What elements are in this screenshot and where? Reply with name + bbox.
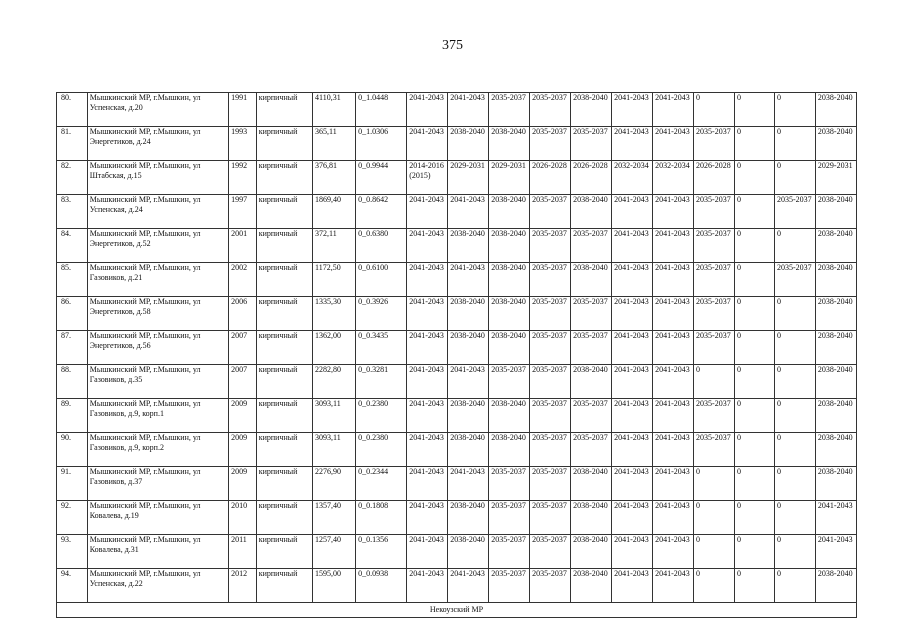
address-cell: Мышкинский МР, г.Мышкин, ул Штабская, д.15 xyxy=(87,161,228,195)
row-number-cell: 87. xyxy=(57,331,88,365)
schedule-period-cell: 2041-2043 xyxy=(448,569,489,603)
schedule-period-cell: 2041-2043 xyxy=(612,229,653,263)
schedule-period-cell: 2038-2040 xyxy=(448,535,489,569)
row-number-cell: 93. xyxy=(57,535,88,569)
page-number: 375 xyxy=(442,38,463,53)
schedule-period-cell: 2038-2040 xyxy=(448,399,489,433)
wall-material-cell: кирпичный xyxy=(256,229,312,263)
wear-index-cell: 0_1.0448 xyxy=(356,93,407,127)
schedule-period-cell: 2041-2043 xyxy=(612,263,653,297)
schedule-period-cell: 2041-2043 xyxy=(407,331,448,365)
year-built-cell: 2009 xyxy=(229,467,257,501)
row-number-cell: 85. xyxy=(57,263,88,297)
row-number-cell: 83. xyxy=(57,195,88,229)
schedule-period-cell: 2035-2037 xyxy=(530,195,571,229)
wear-index-cell: 0_0.2380 xyxy=(356,399,407,433)
table-row xyxy=(57,195,857,229)
schedule-period-cell: 2041-2043 xyxy=(407,467,448,501)
wall-material-cell: кирпичный xyxy=(256,467,312,501)
schedule-period-cell: 2038-2040 xyxy=(815,229,856,263)
schedule-period-cell: 2035-2037 xyxy=(571,127,612,161)
area-cell: 3093,11 xyxy=(313,433,356,467)
schedule-period-cell: 2041-2043 xyxy=(612,297,653,331)
table-row xyxy=(57,501,857,535)
wall-material-cell: кирпичный xyxy=(256,501,312,535)
table-row xyxy=(57,331,857,365)
schedule-period-cell: 0 xyxy=(774,93,815,127)
schedule-period-cell: 2038-2040 xyxy=(815,569,856,603)
schedule-period-cell: 2038-2040 xyxy=(489,263,530,297)
schedule-period-cell: 2035-2037 xyxy=(694,195,735,229)
schedule-period-cell: 2041-2043 xyxy=(612,535,653,569)
row-number-cell: 82. xyxy=(57,161,88,195)
schedule-period-cell: 2041-2043 xyxy=(612,569,653,603)
schedule-period-cell: 2041-2043 xyxy=(653,399,694,433)
schedule-period-cell: 2041-2043 xyxy=(653,535,694,569)
row-number-cell: 86. xyxy=(57,297,88,331)
schedule-period-cell: 0 xyxy=(774,161,815,195)
schedule-period-cell: 2038-2040 xyxy=(571,263,612,297)
schedule-period-cell: 2026-2028 xyxy=(530,161,571,195)
wear-index-cell: 0_0.3281 xyxy=(356,365,407,399)
schedule-period-cell: 2041-2043 xyxy=(448,467,489,501)
schedule-period-cell: 2035-2037 xyxy=(571,331,612,365)
schedule-period-cell: 2038-2040 xyxy=(489,331,530,365)
schedule-period-cell: 2026-2028 xyxy=(694,161,735,195)
schedule-period-cell: 0 xyxy=(694,467,735,501)
row-number-cell: 90. xyxy=(57,433,88,467)
schedule-period-cell: 2041-2043 xyxy=(407,229,448,263)
schedule-period-cell: 2041-2043 xyxy=(612,127,653,161)
schedule-period-cell: 2035-2037 xyxy=(774,263,815,297)
schedule-period-cell: 0 xyxy=(774,127,815,161)
schedule-period-cell: 2038-2040 xyxy=(815,93,856,127)
schedule-period-cell: 0 xyxy=(774,433,815,467)
schedule-period-cell: 2035-2037 xyxy=(530,365,571,399)
schedule-period-cell: 2035-2037 xyxy=(571,399,612,433)
row-number-cell: 94. xyxy=(57,569,88,603)
schedule-period-cell: 2035-2037 xyxy=(530,127,571,161)
schedule-period-cell: 2035-2037 xyxy=(694,263,735,297)
year-built-cell: 1991 xyxy=(229,93,257,127)
schedule-period-cell: 2038-2040 xyxy=(489,399,530,433)
address-cell: Мышкинский МР, г.Мышкин, ул Газовиков, д.9, корп.1 xyxy=(87,399,228,433)
table-row xyxy=(57,569,857,603)
wall-material-cell: кирпичный xyxy=(256,297,312,331)
schedule-period-cell: 0 xyxy=(774,501,815,535)
wall-material-cell: кирпичный xyxy=(256,263,312,297)
schedule-period-cell: 2035-2037 xyxy=(571,433,612,467)
schedule-period-cell: 2041-2043 xyxy=(612,433,653,467)
wall-material-cell: кирпичный xyxy=(256,535,312,569)
schedule-period-cell: 2041-2043 xyxy=(612,467,653,501)
schedule-period-cell: 0 xyxy=(774,569,815,603)
schedule-period-cell: 2035-2037 xyxy=(530,399,571,433)
schedule-period-cell: 2038-2040 xyxy=(571,467,612,501)
schedule-period-cell: 0 xyxy=(735,263,775,297)
table-row xyxy=(57,161,857,195)
schedule-period-cell: 0 xyxy=(735,365,775,399)
table-row xyxy=(57,467,857,501)
wall-material-cell: кирпичный xyxy=(256,331,312,365)
address-cell: Мышкинский МР, г.Мышкин, ул Энергетиков, д.56 xyxy=(87,331,228,365)
schedule-period-cell: 2041-2043 xyxy=(448,263,489,297)
schedule-period-cell: 0 xyxy=(694,365,735,399)
schedule-period-cell: 2035-2037 xyxy=(489,501,530,535)
area-cell: 372,11 xyxy=(313,229,356,263)
schedule-period-cell: 2041-2043 xyxy=(407,535,448,569)
schedule-period-cell: 2038-2040 xyxy=(571,195,612,229)
schedule-period-cell: 0 xyxy=(694,93,735,127)
schedule-period-cell: 0 xyxy=(774,467,815,501)
wall-material-cell: кирпичный xyxy=(256,161,312,195)
schedule-period-cell: 2035-2037 xyxy=(530,535,571,569)
schedule-period-cell: 2032-2034 xyxy=(653,161,694,195)
schedule-period-cell: 2041-2043 xyxy=(407,501,448,535)
schedule-period-cell: 2038-2040 xyxy=(448,297,489,331)
area-cell: 1357,40 xyxy=(313,501,356,535)
year-built-cell: 2002 xyxy=(229,263,257,297)
schedule-period-cell: 2038-2040 xyxy=(815,297,856,331)
schedule-period-cell: 2038-2040 xyxy=(815,467,856,501)
table-row xyxy=(57,535,857,569)
wear-index-cell: 0_1.0306 xyxy=(356,127,407,161)
area-cell: 1335,30 xyxy=(313,297,356,331)
wall-material-cell: кирпичный xyxy=(256,433,312,467)
schedule-period-cell: 2038-2040 xyxy=(815,399,856,433)
schedule-period-cell: 2038-2040 xyxy=(489,195,530,229)
year-built-cell: 2011 xyxy=(229,535,257,569)
schedule-period-cell: 2038-2040 xyxy=(815,331,856,365)
year-built-cell: 2007 xyxy=(229,365,257,399)
area-cell: 365,11 xyxy=(313,127,356,161)
schedule-period-cell: 2041-2043 xyxy=(407,365,448,399)
wear-index-cell: 0_0.2344 xyxy=(356,467,407,501)
schedule-period-cell: 2041-2043 xyxy=(653,501,694,535)
schedule-period-cell: 2035-2037 xyxy=(530,263,571,297)
wall-material-cell: кирпичный xyxy=(256,365,312,399)
schedule-period-cell: 0 xyxy=(735,195,775,229)
schedule-period-cell: 2035-2037 xyxy=(489,467,530,501)
schedule-period-cell: 2041-2043 xyxy=(612,331,653,365)
area-cell: 2276,90 xyxy=(313,467,356,501)
schedule-period-cell: 0 xyxy=(735,297,775,331)
schedule-period-cell: 2035-2037 xyxy=(489,535,530,569)
schedule-period-cell: 0 xyxy=(735,535,775,569)
schedule-period-cell: 2041-2043 xyxy=(653,93,694,127)
area-cell: 1362,00 xyxy=(313,331,356,365)
schedule-period-cell: 2041-2043 xyxy=(653,569,694,603)
row-number-cell: 92. xyxy=(57,501,88,535)
schedule-period-cell: 2041-2043 xyxy=(653,433,694,467)
schedule-period-cell: 2035-2037 xyxy=(530,331,571,365)
schedule-period-cell: 2038-2040 xyxy=(571,569,612,603)
schedule-period-cell: 2041-2043 xyxy=(653,331,694,365)
row-number-cell: 80. xyxy=(57,93,88,127)
schedule-period-cell: 2038-2040 xyxy=(448,331,489,365)
schedule-period-cell: 0 xyxy=(774,399,815,433)
table-body xyxy=(57,93,857,618)
wall-material-cell: кирпичный xyxy=(256,569,312,603)
schedule-period-cell: 2041-2043 xyxy=(653,365,694,399)
wall-material-cell: кирпичный xyxy=(256,399,312,433)
schedule-period-cell: 2035-2037 xyxy=(530,467,571,501)
schedule-period-cell: 2035-2037 xyxy=(489,569,530,603)
schedule-period-cell: 2035-2037 xyxy=(530,229,571,263)
area-cell: 1595,00 xyxy=(313,569,356,603)
schedule-period-cell: 0 xyxy=(774,365,815,399)
schedule-period-cell: 2038-2040 xyxy=(815,433,856,467)
address-cell: Мышкинский МР, г.Мышкин, ул Ковалева, д.31 xyxy=(87,535,228,569)
schedule-period-cell: 2035-2037 xyxy=(694,331,735,365)
schedule-period-cell: 2038-2040 xyxy=(448,501,489,535)
schedule-period-cell: 2026-2028 xyxy=(571,161,612,195)
table-row xyxy=(57,127,857,161)
schedule-period-cell: 0 xyxy=(774,229,815,263)
schedule-period-cell: 2035-2037 xyxy=(694,297,735,331)
schedule-period-cell: 2035-2037 xyxy=(571,297,612,331)
schedule-period-cell: 2035-2037 xyxy=(694,433,735,467)
wear-index-cell: 0_0.8642 xyxy=(356,195,407,229)
area-cell: 1869,40 xyxy=(313,195,356,229)
address-cell: Мышкинский МР, г.Мышкин, ул Газовиков, д.21 xyxy=(87,263,228,297)
schedule-period-cell: 2038-2040 xyxy=(815,127,856,161)
area-cell: 4110,31 xyxy=(313,93,356,127)
schedule-period-cell: 2035-2037 xyxy=(571,229,612,263)
wall-material-cell: кирпичный xyxy=(256,93,312,127)
area-cell: 1172,50 xyxy=(313,263,356,297)
schedule-period-cell: 2041-2043 xyxy=(653,127,694,161)
schedule-period-cell: 2038-2040 xyxy=(571,93,612,127)
schedule-period-cell: 2041-2043 xyxy=(407,297,448,331)
schedule-period-cell: 0 xyxy=(774,297,815,331)
schedule-period-cell: 2041-2043 xyxy=(448,195,489,229)
table-row xyxy=(57,365,857,399)
year-built-cell: 2010 xyxy=(229,501,257,535)
wear-index-cell: 0_0.6100 xyxy=(356,263,407,297)
wear-index-cell: 0_0.3435 xyxy=(356,331,407,365)
schedule-period-cell: 2029-2031 xyxy=(448,161,489,195)
schedule-period-cell: 2041-2043 xyxy=(448,365,489,399)
schedule-period-cell: 2038-2040 xyxy=(571,535,612,569)
area-cell: 3093,11 xyxy=(313,399,356,433)
address-cell: Мышкинский МР, г.Мышкин, ул Успенская, д.24 xyxy=(87,195,228,229)
schedule-period-cell: 2038-2040 xyxy=(489,127,530,161)
address-cell: Мышкинский МР, г.Мышкин, ул Энергетиков, д.24 xyxy=(87,127,228,161)
schedule-period-cell: 2035-2037 xyxy=(530,297,571,331)
address-cell: Мышкинский МР, г.Мышкин, ул Успенская, д.20 xyxy=(87,93,228,127)
address-cell: Мышкинский МР, г.Мышкин, ул Газовиков, д.9, корп.2 xyxy=(87,433,228,467)
schedule-period-cell: 2041-2043 xyxy=(407,93,448,127)
schedule-period-cell: 2041-2043 xyxy=(653,195,694,229)
schedule-period-cell: 0 xyxy=(735,93,775,127)
schedule-period-cell: 0 xyxy=(735,229,775,263)
row-number-cell: 88. xyxy=(57,365,88,399)
schedule-period-cell: 2038-2040 xyxy=(815,263,856,297)
wall-material-cell: кирпичный xyxy=(256,127,312,161)
schedule-period-cell: 2014-2016 (2015) xyxy=(407,161,448,195)
schedule-period-cell: 0 xyxy=(735,569,775,603)
schedule-period-cell: 2038-2040 xyxy=(815,365,856,399)
section-row xyxy=(57,603,857,618)
schedule-period-cell: 2035-2037 xyxy=(774,195,815,229)
schedule-period-cell: 0 xyxy=(735,331,775,365)
table-row xyxy=(57,433,857,467)
schedule-period-cell: 2041-2043 xyxy=(612,365,653,399)
schedule-period-cell: 2038-2040 xyxy=(448,433,489,467)
wall-material-cell: кирпичный xyxy=(256,195,312,229)
schedule-period-cell: 0 xyxy=(774,535,815,569)
address-cell: Мышкинский МР, г.Мышкин, ул Газовиков, д.35 xyxy=(87,365,228,399)
schedule-period-cell: 2035-2037 xyxy=(694,127,735,161)
housing-repair-schedule-table xyxy=(56,92,857,618)
schedule-period-cell: 0 xyxy=(774,331,815,365)
schedule-period-cell: 2035-2037 xyxy=(694,229,735,263)
schedule-period-cell: 2041-2043 xyxy=(612,93,653,127)
schedule-period-cell: 0 xyxy=(694,535,735,569)
schedule-period-cell: 2038-2040 xyxy=(489,229,530,263)
schedule-period-cell: 0 xyxy=(735,467,775,501)
schedule-period-cell: 2038-2040 xyxy=(448,229,489,263)
schedule-period-cell: 2041-2043 xyxy=(653,467,694,501)
schedule-period-cell: 2041-2043 xyxy=(612,501,653,535)
wear-index-cell: 0_0.6380 xyxy=(356,229,407,263)
area-cell: 2282,80 xyxy=(313,365,356,399)
schedule-period-cell: 2041-2043 xyxy=(612,195,653,229)
address-cell: Мышкинский МР, г.Мышкин, ул Ковалева, д.19 xyxy=(87,501,228,535)
schedule-period-cell: 2038-2040 xyxy=(571,365,612,399)
schedule-period-cell: 2041-2043 xyxy=(653,229,694,263)
address-cell: Мышкинский МР, г.Мышкин, ул Газовиков, д.37 xyxy=(87,467,228,501)
schedule-period-cell: 2035-2037 xyxy=(694,399,735,433)
schedule-period-cell: 0 xyxy=(735,501,775,535)
schedule-period-cell: 2035-2037 xyxy=(530,569,571,603)
table-row xyxy=(57,263,857,297)
schedule-period-cell: 2035-2037 xyxy=(530,433,571,467)
schedule-period-cell: 0 xyxy=(694,569,735,603)
wear-index-cell: 0_0.9944 xyxy=(356,161,407,195)
row-number-cell: 84. xyxy=(57,229,88,263)
row-number-cell: 91. xyxy=(57,467,88,501)
schedule-period-cell: 2041-2043 xyxy=(407,127,448,161)
table-row xyxy=(57,297,857,331)
schedule-period-cell: 0 xyxy=(735,127,775,161)
year-built-cell: 1992 xyxy=(229,161,257,195)
schedule-period-cell: 2041-2043 xyxy=(407,569,448,603)
address-cell: Мышкинский МР, г.Мышкин, ул Энергетиков, д.52 xyxy=(87,229,228,263)
table-row xyxy=(57,399,857,433)
year-built-cell: 2001 xyxy=(229,229,257,263)
year-built-cell: 2012 xyxy=(229,569,257,603)
schedule-period-cell: 2041-2043 xyxy=(448,93,489,127)
wear-index-cell: 0_0.1808 xyxy=(356,501,407,535)
table-row xyxy=(57,93,857,127)
wear-index-cell: 0_0.2380 xyxy=(356,433,407,467)
schedule-period-cell: 2038-2040 xyxy=(448,127,489,161)
schedule-period-cell: 2041-2043 xyxy=(815,535,856,569)
schedule-period-cell: 2032-2034 xyxy=(612,161,653,195)
wear-index-cell: 0_0.3926 xyxy=(356,297,407,331)
area-cell: 376,81 xyxy=(313,161,356,195)
schedule-period-cell: 2035-2037 xyxy=(530,501,571,535)
schedule-period-cell: 2029-2031 xyxy=(489,161,530,195)
schedule-period-cell: 2038-2040 xyxy=(571,501,612,535)
section-label: Некоузский МР xyxy=(57,603,857,618)
schedule-period-cell: 2035-2037 xyxy=(489,93,530,127)
schedule-period-cell: 0 xyxy=(735,399,775,433)
schedule-period-cell: 2038-2040 xyxy=(489,433,530,467)
schedule-period-cell: 2029-2031 xyxy=(815,161,856,195)
wear-index-cell: 0_0.1356 xyxy=(356,535,407,569)
schedule-period-cell: 2041-2043 xyxy=(815,501,856,535)
schedule-period-cell: 0 xyxy=(694,501,735,535)
wear-index-cell: 0_0.0938 xyxy=(356,569,407,603)
schedule-period-cell: 2041-2043 xyxy=(407,263,448,297)
year-built-cell: 2006 xyxy=(229,297,257,331)
year-built-cell: 1993 xyxy=(229,127,257,161)
schedule-period-cell: 2041-2043 xyxy=(653,263,694,297)
address-cell: Мышкинский МР, г.Мышкин, ул Успенская, д.22 xyxy=(87,569,228,603)
schedule-period-cell: 0 xyxy=(735,433,775,467)
schedule-period-cell: 2038-2040 xyxy=(815,195,856,229)
year-built-cell: 2009 xyxy=(229,433,257,467)
schedule-period-cell: 2041-2043 xyxy=(612,399,653,433)
schedule-period-cell: 2041-2043 xyxy=(407,433,448,467)
table-row xyxy=(57,229,857,263)
schedule-period-cell: 2041-2043 xyxy=(653,297,694,331)
schedule-period-cell: 2041-2043 xyxy=(407,399,448,433)
row-number-cell: 81. xyxy=(57,127,88,161)
year-built-cell: 2007 xyxy=(229,331,257,365)
row-number-cell: 89. xyxy=(57,399,88,433)
area-cell: 1257,40 xyxy=(313,535,356,569)
schedule-period-cell: 0 xyxy=(735,161,775,195)
schedule-period-cell: 2035-2037 xyxy=(489,365,530,399)
year-built-cell: 1997 xyxy=(229,195,257,229)
schedule-period-cell: 2035-2037 xyxy=(530,93,571,127)
year-built-cell: 2009 xyxy=(229,399,257,433)
schedule-period-cell: 2041-2043 xyxy=(407,195,448,229)
address-cell: Мышкинский МР, г.Мышкин, ул Энергетиков, д.58 xyxy=(87,297,228,331)
schedule-period-cell: 2038-2040 xyxy=(489,297,530,331)
